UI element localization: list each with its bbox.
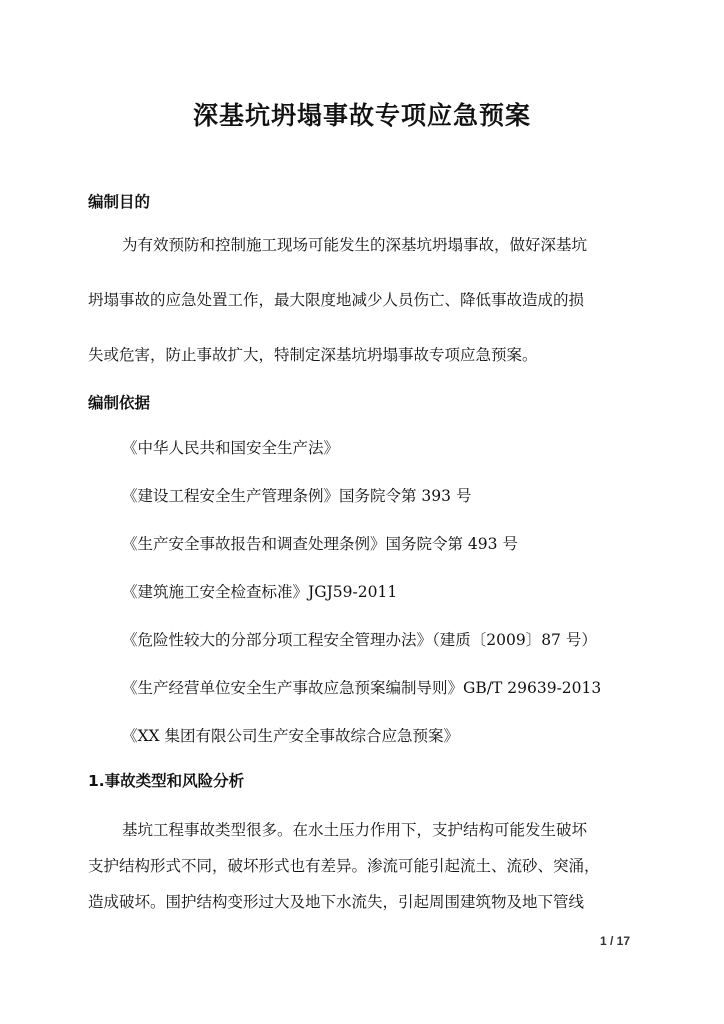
paragraph-line: 造成破坏。围护结构变形过大及地下水流失，引起周围建筑物及地下管线: [88, 893, 585, 911]
reference-item: 《生产安全事故报告和调查处理条例》国务院令第 493 号: [122, 535, 518, 553]
paragraph-line: 失或危害，防止事故扩大，特制定深基坑坍塌事故专项应急预案。: [88, 346, 538, 364]
section-heading-basis: 编制依据: [88, 394, 151, 412]
reference-item: 《生产经营单位安全生产事故应急预案编制导则》GB/T 29639-2013: [122, 679, 602, 697]
paragraph-line: 为有效预防和控制施工现场可能发生的深基坑坍塌事故，做好深基坑: [122, 236, 588, 254]
paragraph-line: 坍塌事故的应急处置工作，最大限度地减少人员伤亡、降低事故造成的损: [88, 291, 585, 309]
paragraph-line: 基坑工程事故类型很多。在水土压力作用下，支护结构可能发生破坏: [122, 821, 588, 839]
reference-item: 《XX 集团有限公司生产安全事故综合应急预案》: [122, 727, 459, 745]
paragraph-line: 支护结构形式不同，破坏形式也有差异。渗流可能引起流土、流砂、突涌，: [88, 857, 600, 875]
document-title: 深基坑坍塌事故专项应急预案: [192, 101, 531, 130]
reference-item: 《中华人民共和国安全生产法》: [122, 439, 340, 457]
section-heading-accident-types: 1.事故类型和风险分析: [88, 772, 245, 790]
reference-item: 《建筑施工安全检查标准》JGJ59-2011: [122, 583, 398, 601]
reference-item: 《建设工程安全生产管理条例》国务院令第 393 号: [122, 487, 472, 505]
reference-item: 《危险性较大的分部分项工程安全管理办法》（建质〔2009〕87 号）: [122, 631, 597, 649]
section-heading-purpose: 编制目的: [88, 193, 151, 211]
page-number: 1 / 17: [600, 934, 631, 948]
